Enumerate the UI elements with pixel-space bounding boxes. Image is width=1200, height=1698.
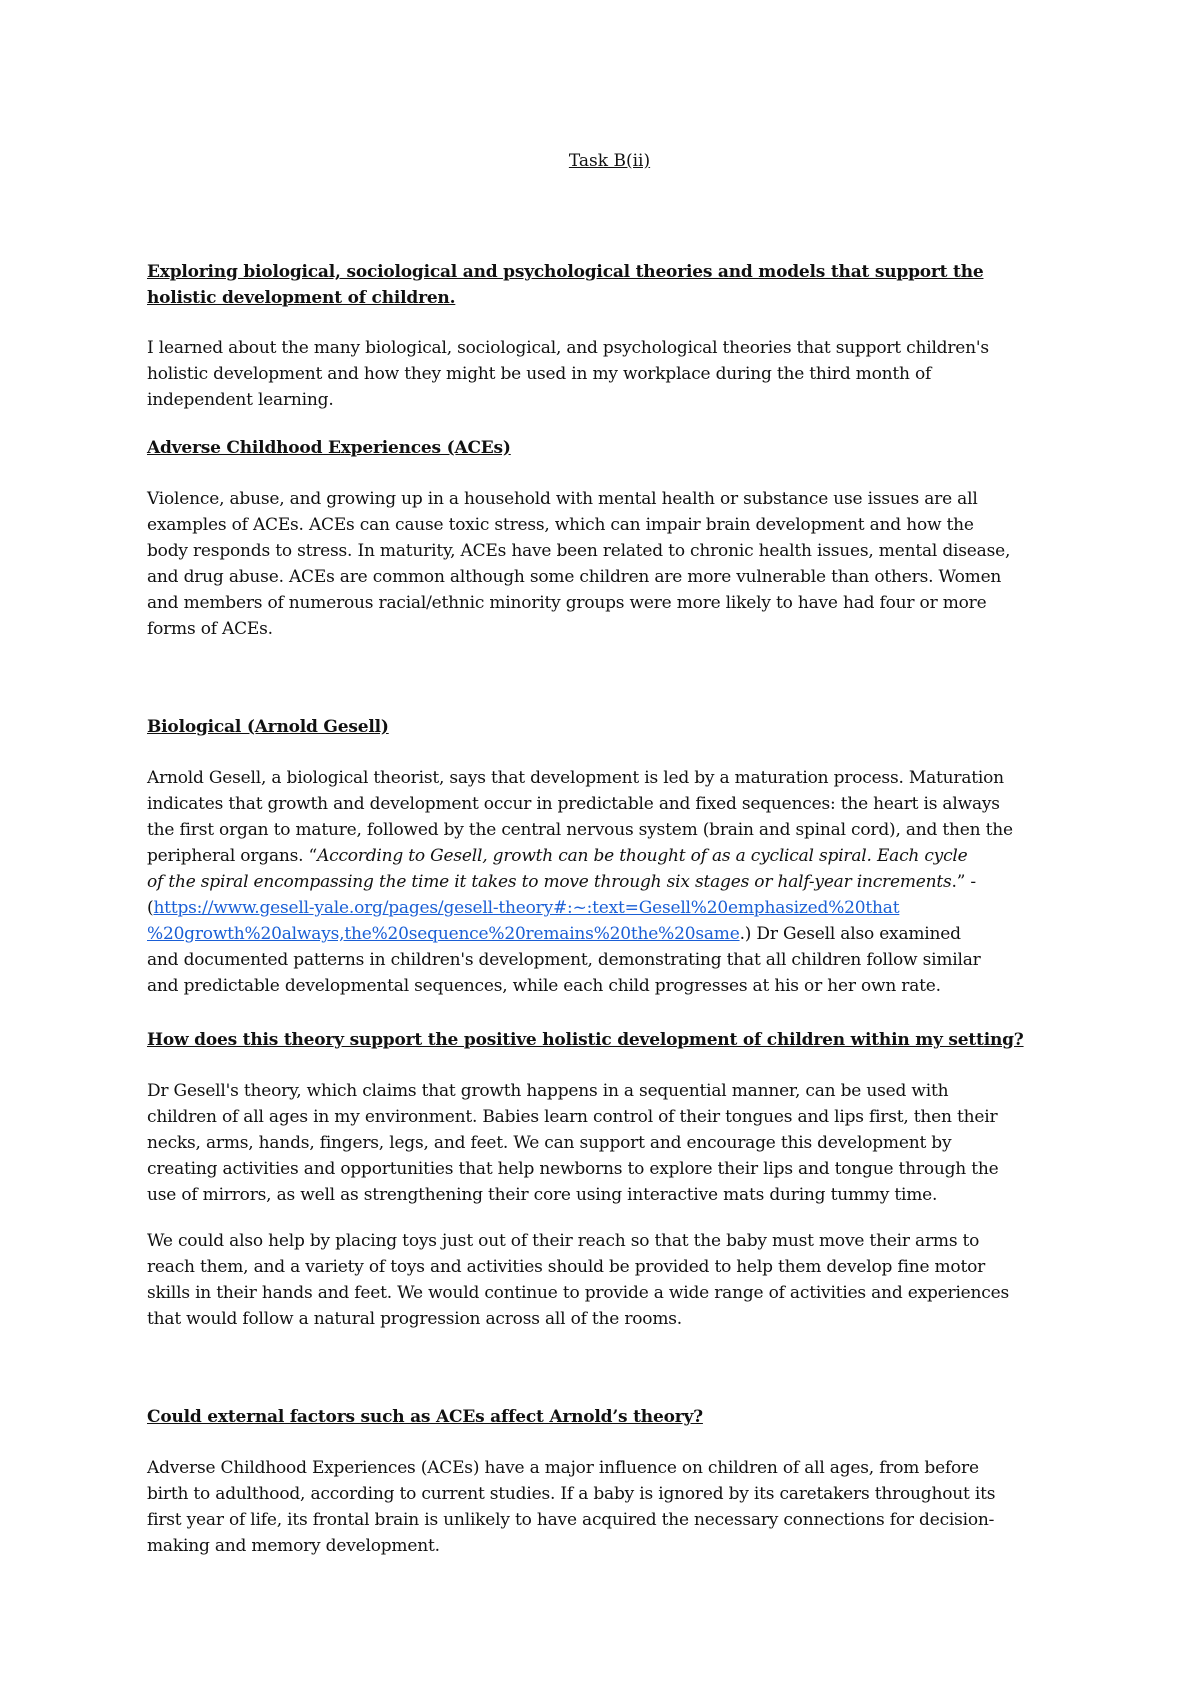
main-heading-line2: holistic development of children. xyxy=(147,288,456,308)
support-line: children of all ages in my environment. Babies learn control of their tongues and lips first, then their xyxy=(147,1107,998,1127)
aces-line: body responds to stress. In maturity, ACEs have been related to chronic health issues, mental disease, xyxy=(147,541,1011,561)
gesell-line xyxy=(147,869,1072,895)
gesell-theory-link-continued[interactable]: %20growth%20always,the%20sequence%20remains%20the%20same xyxy=(147,924,740,944)
gesell-heading-block xyxy=(147,714,1072,740)
gesell-line-text: ( xyxy=(147,898,154,918)
aces-line: examples of ACEs. ACEs can cause toxic stress, which can impair brain development and how the xyxy=(147,515,974,535)
support-line: use of mirrors, as well as strengthening their core using interactive mats during tummy time. xyxy=(147,1185,938,1205)
support-line: We could also help by placing toys just out of their reach so that the baby must move their arms to xyxy=(147,1231,980,1251)
gesell-line xyxy=(147,843,1072,869)
gesell-theory-link[interactable]: https://www.gesell-yale.org/pages/gesell-theory#:~:text=Gesell%20emphasized%20that xyxy=(153,898,900,918)
support-paragraph-2 xyxy=(147,1228,1072,1332)
aces-heading-block xyxy=(147,435,1072,461)
main-heading-line1: Exploring biological, sociological and psychological theories and models that support the xyxy=(147,262,984,282)
gesell-line: indicates that growth and development occur in predictable and fixed sequences: the heart is always xyxy=(147,794,1000,814)
intro-paragraph xyxy=(147,335,1072,413)
gesell-line xyxy=(147,921,1072,947)
gesell-line-text: peripheral organs. “ xyxy=(147,846,318,866)
support-line: skills in their hands and feet. We would continue to provide a wide range of activities and experiences xyxy=(147,1283,1009,1303)
intro-line: holistic development and how they might be used in my workplace during the third month of xyxy=(147,364,932,384)
external-line: birth to adulthood, according to current studies. If a baby is ignored by its caretakers throughout its xyxy=(147,1484,996,1504)
gesell-line-text: .” - xyxy=(951,872,976,892)
gesell-line xyxy=(147,895,1072,921)
external-line: making and memory development. xyxy=(147,1536,440,1556)
gesell-line: and predictable developmental sequences, while each child progresses at his or her own rate. xyxy=(147,976,941,996)
intro-line: I learned about the many biological, sociological, and psychological theories that support children's xyxy=(147,338,989,358)
gesell-quote: According to Gesell, growth can be thought of as a cyclical spiral. Each cycle xyxy=(317,846,968,866)
gesell-line: Arnold Gesell, a biological theorist, says that development is led by a maturation process. Maturation xyxy=(147,768,1004,788)
aces-line: and drug abuse. ACEs are common although some children are more vulnerable than others. Women xyxy=(147,567,1002,587)
gesell-paragraph xyxy=(147,765,1072,999)
aces-heading: Adverse Childhood Experiences (ACEs) xyxy=(147,438,511,458)
support-heading-block xyxy=(147,1027,1072,1053)
support-line: reach them, and a variety of toys and activities should be provided to help them develop fine motor xyxy=(147,1257,986,1277)
gesell-line-text: .) Dr Gesell also examined xyxy=(739,924,961,944)
support-heading: How does this theory support the positive holistic development of children within my setting? xyxy=(147,1030,1024,1050)
external-heading-block xyxy=(147,1404,1072,1430)
aces-line: forms of ACEs. xyxy=(147,619,273,639)
gesell-quote: of the spiral encompassing the time it takes to move through six stages or half-year increments xyxy=(147,872,952,892)
intro-line: independent learning. xyxy=(147,390,334,410)
support-paragraph-1 xyxy=(147,1078,1072,1208)
external-line: first year of life, its frontal brain is unlikely to have acquired the necessary connections for decision- xyxy=(147,1510,995,1530)
aces-line: Violence, abuse, and growing up in a household with mental health or substance use issues are all xyxy=(147,489,978,509)
support-line: Dr Gesell's theory, which claims that growth happens in a sequential manner, can be used with xyxy=(147,1081,949,1101)
aces-line: and members of numerous racial/ethnic minority groups were more likely to have had four or more xyxy=(147,593,987,613)
support-line: that would follow a natural progression across all of the rooms. xyxy=(147,1309,682,1329)
external-heading: Could external factors such as ACEs affect Arnold’s theory? xyxy=(147,1407,703,1427)
document-title: Task B(ii) xyxy=(568,151,651,171)
gesell-heading: Biological (Arnold Gesell) xyxy=(147,717,389,737)
aces-paragraph xyxy=(147,486,1072,642)
main-section xyxy=(147,259,1072,311)
external-line: Adverse Childhood Experiences (ACEs) have a major influence on children of all ages, from before xyxy=(147,1458,979,1478)
external-paragraph xyxy=(147,1455,1072,1559)
gesell-line: the first organ to mature, followed by the central nervous system (brain and spinal cord), and then the xyxy=(147,820,1013,840)
support-line: creating activities and opportunities that help newborns to explore their lips and tongue through the xyxy=(147,1159,999,1179)
gesell-line: and documented patterns in children's development, demonstrating that all children follow similar xyxy=(147,950,981,970)
support-line: necks, arms, hands, fingers, legs, and feet. We can support and encourage this development by xyxy=(147,1133,952,1153)
